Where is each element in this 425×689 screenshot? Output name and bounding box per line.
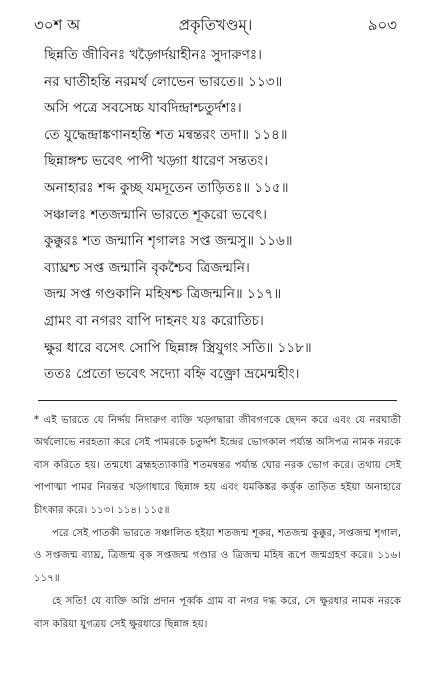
verse-line: গ্রামং বা নগরং বাপি দাহনং যঃ করোতিচ। [44, 312, 264, 329]
section-divider [38, 400, 397, 401]
verse-line: অনাহারঃ শব্দ কুচ্ছ যমদূতেন তাড়িতঃ॥ ১১৫॥ [44, 179, 289, 196]
page-header [34, 14, 397, 38]
running-title: প্রকৃতিখণ্ডম্। [178, 16, 253, 34]
verse-line: ক্ষুর ধারে বসেৎ সোপি ছিন্নাঙ্গ স্ত্রিযুগং সতি॥ ১১৮॥ [44, 339, 312, 356]
commentary-paragraph: * এই ভারতে যে নির্দ্দয় নিদারুণ ব্যক্তি খড়্গদ্বারা জীবগণকে ছেদন করে এবং যে নরঘাতী অর্থলোভে নরহত্যা করে সেই পামরকে চতুর্দ্দশ ইন্দ্রের ভোগকাল পর্য্যন্ত অসিপত্র নামক নরকে বাস করিতে হয়। তন্মধ্যে ব্রহ্মহত্যাকারি শতমন্বন্তর পর্য্যন্ত ঘোর নরক ভোগ করে। তথায় সেই পাপাত্মা পামর নিরন্তর খড়্গাধারে ছিন্নাঙ্গ হয় এবং যমকিঙ্কর কর্ত্তৃক তাড়িত হইয়া অনাহারে চীৎকার করে। ১১৩। ১১৪। ১১৫॥ [34, 415, 401, 516]
verse-line: সঞ্চালঃ শতজন্মানি ভারতে শূকরো ভবেৎ। [44, 206, 268, 223]
commentary-paragraph: হে সতি! যে ব্যক্তি অগ্নি প্রদান পূর্ব্বক গ্রাম বা নগর দগ্ধ করে, সে ক্ষুরধার নামক নরকে বাস করিয়া যুগত্রয় সেই ক্ষুরধারে ছিন্নাঙ্গ হয়। [34, 596, 401, 630]
verse-line: নর ঘাতীহন্তি নরমর্থ লোভেন ভারতে॥ ১১৩॥ [44, 73, 283, 90]
verse-line: অসি পত্রে সবসেচ্চ যাবদিন্দ্রাশ্চতুর্দশঃ। [44, 100, 242, 117]
page-number: ৯০৩ [367, 16, 397, 34]
verse-line: ছিন্নতি জীবিনঃ খড়্গৈর্দয়াহীনঃ সুদারুণঃ। [44, 47, 263, 63]
chapter-label: ৩০শ অ [34, 16, 81, 34]
sanskrit-verse-block [44, 42, 401, 388]
verse-line: কুক্কুরঃ শত জন্মানি শৃগালঃ সপ্ত জন্মসু॥ ১১৬॥ [44, 233, 293, 250]
verse-line: ততঃ প্রেতো ভবেৎ সদ্যো বহ্নি বক্ত্রো ভ্রমেন্মহীং। [44, 366, 300, 383]
commentary-paragraph: পরে সেই পাতকী ভারতে সঞ্চালিত হইয়া শতজন্ম শূকর, শতজন্ম কুক্কুর, সপ্তজন্ম শৃগাল, ও সপ্তজন্ম ব্যাঘ্র, ত্রিজন্ম বৃক সপ্তজন্ম গণ্ডার ও ত্রিজন্ম মহিষ রূপে জন্মগ্রহণ করে॥ ১১৬। ১১৭॥ [34, 528, 401, 584]
verse-line: তে যুদ্ধেন্দ্রাঙ্কণানহন্তি শত মন্বন্তরং তদা॥ ১১৪॥ [44, 126, 288, 143]
verse-line: জন্ম সপ্ত গণ্ডকানি মহিষশ্চ ত্রিজন্মনি॥ ১১৭॥ [44, 286, 282, 303]
bengali-commentary [34, 410, 401, 637]
verse-line: ব্যাঘ্রশ্চ সপ্ত জন্মানি বৃকশ্চৈব ত্রিজন্মনি। [44, 259, 250, 276]
verse-line: ছিন্নাঙ্গশ্চ ভবেৎ পাপী খড়্গা ধারেণ সন্ততং। [44, 153, 269, 170]
